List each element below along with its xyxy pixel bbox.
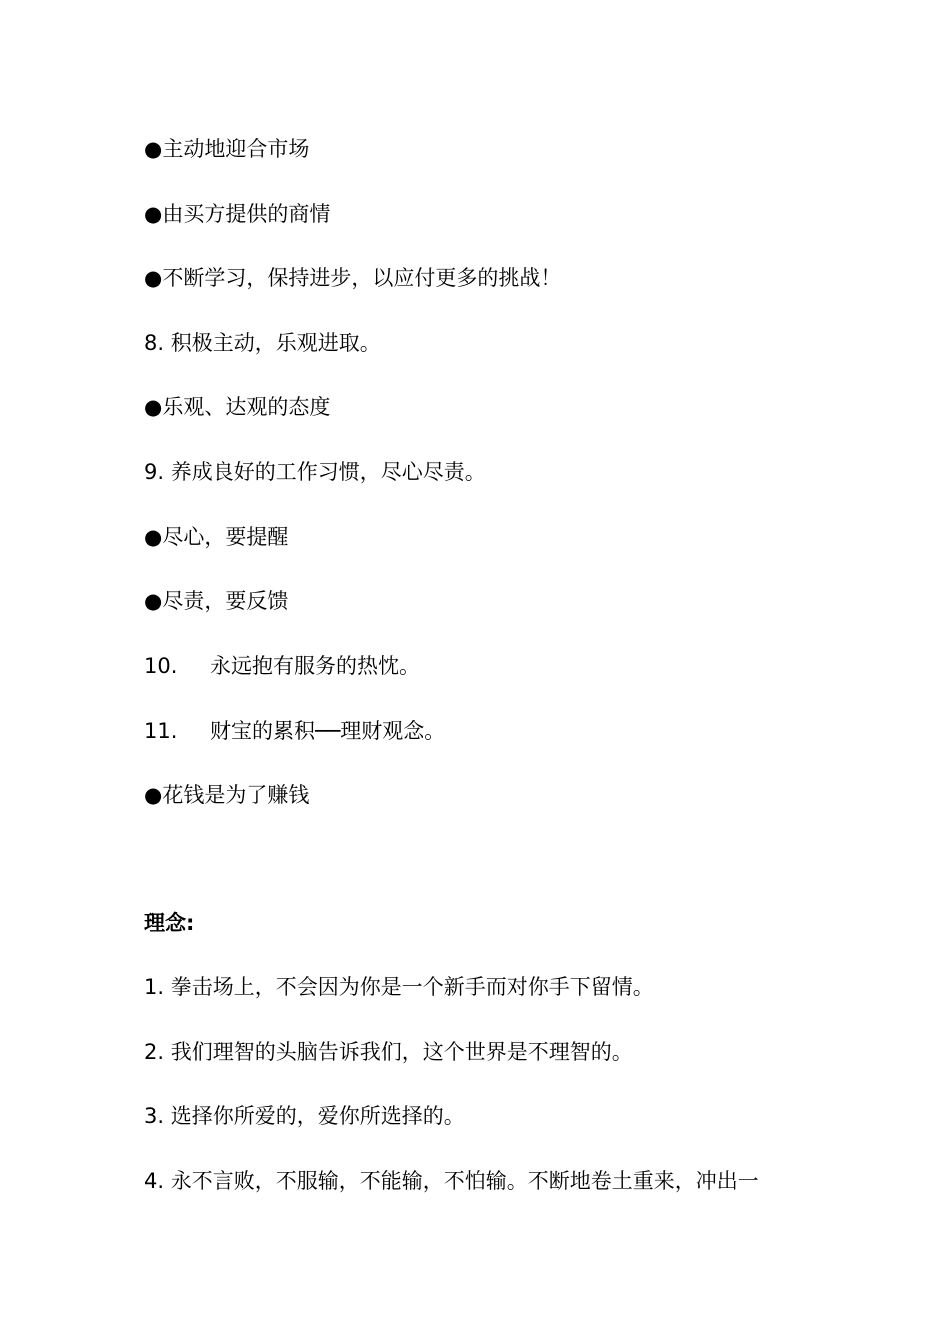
line-number: 9. xyxy=(144,460,165,484)
bullet-line xyxy=(144,263,561,293)
line-text: 养成良好的工作习惯，尽心尽责。 xyxy=(170,460,486,484)
bullet-line xyxy=(144,780,309,810)
numbered-line xyxy=(144,457,486,487)
line-text: 永远抱有服务的热忱。 xyxy=(210,654,420,678)
line-number: 8. xyxy=(144,331,165,355)
numbered-line xyxy=(144,1037,633,1067)
line-text: 拳击场上，不会因为你是一个新手而对你手下留情。 xyxy=(170,975,654,999)
line-text: ●不断学习，保持进步，以应付更多的挑战！ xyxy=(144,266,562,290)
line-text: 财宝的累积──理财观念。 xyxy=(210,719,446,743)
bullet-line xyxy=(144,392,330,422)
line-number: 1. xyxy=(144,975,165,999)
bullet-line xyxy=(144,522,288,552)
numbered-line xyxy=(144,651,420,681)
numbered-line xyxy=(144,972,654,1002)
numbered-line xyxy=(144,1101,465,1131)
bullet-line xyxy=(144,586,288,616)
numbered-line xyxy=(144,716,445,746)
bullet-line xyxy=(144,134,309,164)
line-text: ●尽责，要反馈 xyxy=(144,589,289,613)
line-number: 10. xyxy=(144,654,178,678)
line-number: 3. xyxy=(144,1104,165,1128)
line-text: ●主动地迎合市场 xyxy=(144,137,310,161)
line-number: 2. xyxy=(144,1040,165,1064)
line-text: 永不言败，不服输，不能输，不怕输。不断地卷土重来，冲出一 xyxy=(170,1169,759,1193)
line-text: ●乐观、达观的态度 xyxy=(144,395,331,419)
line-text: ●由买方提供的商情 xyxy=(144,202,331,226)
line-text: 我们理智的头脑告诉我们，这个世界是不理智的。 xyxy=(170,1040,633,1064)
line-number: 4. xyxy=(144,1169,165,1193)
numbered-line xyxy=(144,1166,759,1196)
line-text: 选择你所爱的，爱你所选择的。 xyxy=(170,1104,465,1128)
line-text: ●尽心，要提醒 xyxy=(144,525,289,549)
bullet-line xyxy=(144,199,330,229)
line-text: ●花钱是为了赚钱 xyxy=(144,783,310,807)
line-number: 11. xyxy=(144,719,178,743)
numbered-line xyxy=(144,328,381,358)
line-text: 积极主动，乐观进取。 xyxy=(170,331,381,355)
section-heading: 理念: xyxy=(144,911,195,935)
